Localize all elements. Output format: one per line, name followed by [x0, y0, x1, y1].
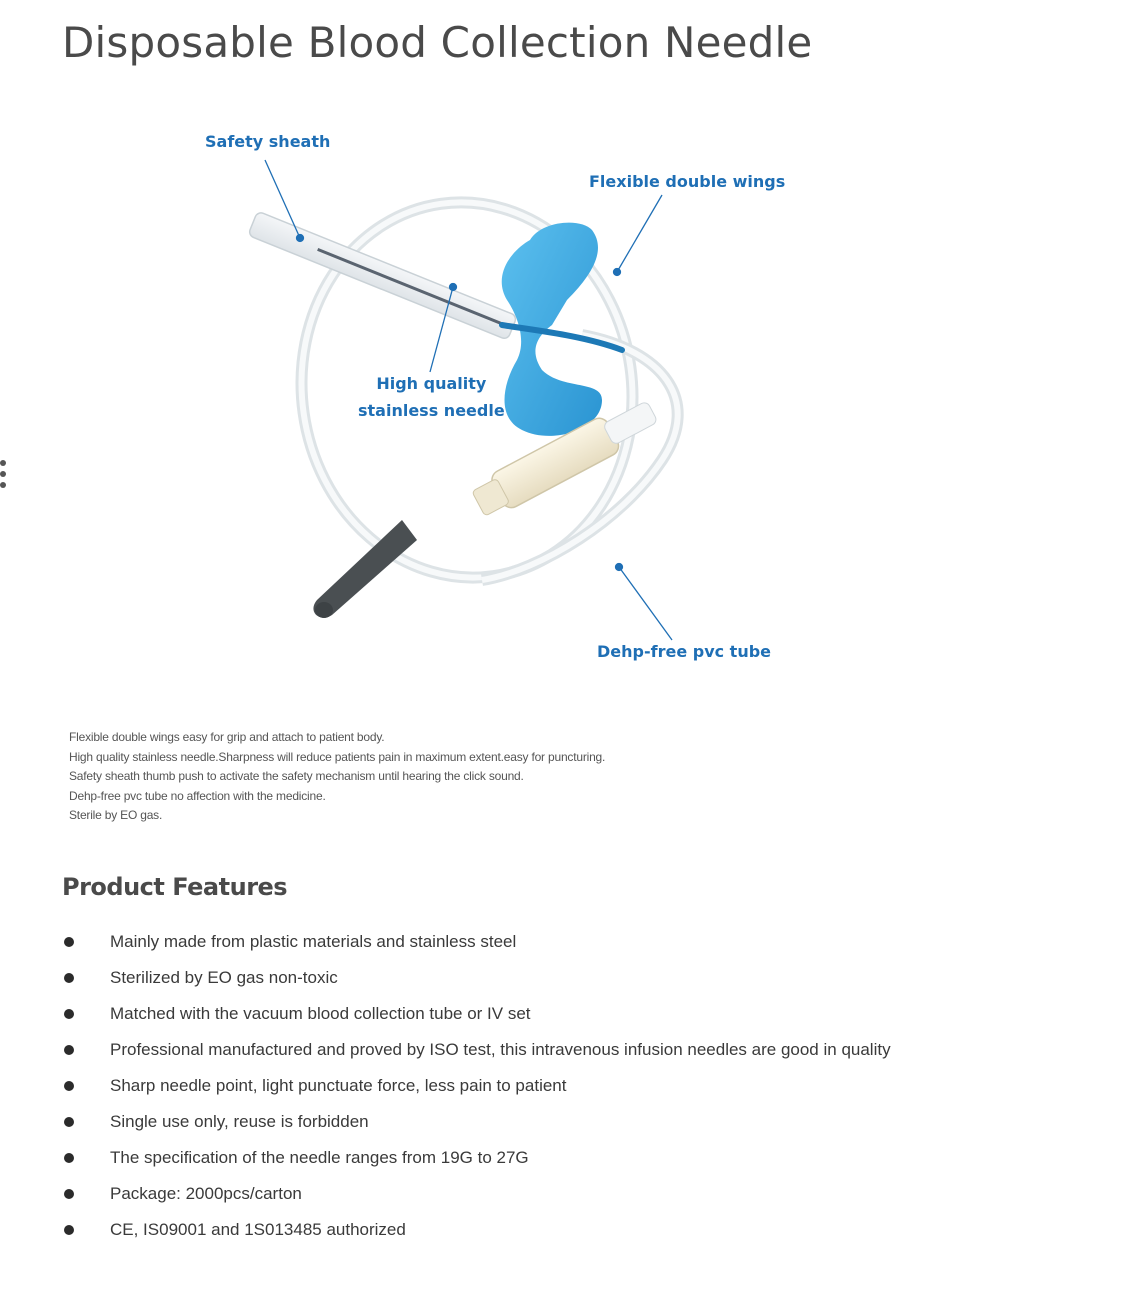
feature-text: Sharp needle point, light punctuate force, less pain to patient [110, 1076, 567, 1095]
more-options-icon[interactable] [0, 460, 8, 493]
callout-needle-line2: stainless needle [358, 401, 505, 420]
features-list [62, 924, 891, 1248]
feature-item [62, 1068, 891, 1104]
product-figure [62, 100, 822, 700]
bullet-icon [64, 1117, 74, 1127]
page-title: Disposable Blood Collection Needle [62, 18, 813, 67]
description-line: Dehp-free pvc tube no affection with the medicine. [69, 788, 326, 803]
features-heading: Product Features [62, 873, 288, 901]
bullet-icon [64, 1189, 74, 1199]
feature-item [62, 1140, 891, 1176]
feature-item [62, 924, 891, 960]
feature-text: Mainly made from plastic materials and stainless steel [110, 932, 517, 951]
feature-text: Single use only, reuse is forbidden [110, 1112, 369, 1131]
callout-pvc-tube: Dehp-free pvc tube [597, 642, 772, 661]
feature-item [62, 996, 891, 1032]
feature-text: CE, IS09001 and 1S013485 authorized [110, 1220, 406, 1239]
description-line: High quality stainless needle.Sharpness will reduce patients pain in maximum extent.easy for puncturing. [69, 749, 606, 764]
callout-stainless-needle [358, 370, 505, 424]
description-line: Safety sheath thumb push to activate the safety mechanism until hearing the click sound. [69, 769, 524, 783]
callout-flexible-wings: Flexible double wings [589, 172, 786, 191]
callout-needle-line1: High quality [376, 374, 487, 393]
feature-text: Matched with the vacuum blood collection tube or IV set [110, 1004, 531, 1023]
description-line: Sterile by EO gas. [69, 808, 163, 822]
callout-safety-sheath: Safety sheath [205, 132, 331, 151]
bullet-icon [64, 1153, 74, 1163]
butterfly-wings [502, 223, 622, 436]
product-description [69, 728, 769, 826]
bullet-icon [64, 937, 74, 947]
feature-item [62, 1212, 891, 1248]
feature-item [62, 1032, 891, 1068]
feature-item [62, 1104, 891, 1140]
feature-text: Package: 2000pcs/carton [110, 1184, 302, 1203]
feature-text: The specification of the needle ranges from 19G to 27G [110, 1148, 529, 1167]
feature-text: Professional manufactured and proved by ISO test, this intravenous infusion needles are good in quality [110, 1040, 891, 1059]
bullet-icon [64, 973, 74, 983]
bullet-icon [64, 1045, 74, 1055]
bullet-icon [64, 1225, 74, 1235]
feature-item [62, 960, 891, 996]
feature-item [62, 1176, 891, 1212]
feature-text: Sterilized by EO gas non-toxic [110, 968, 338, 987]
bullet-icon [64, 1081, 74, 1091]
description-line: Flexible double wings easy for grip and attach to patient body. [69, 730, 385, 744]
bullet-icon [64, 1009, 74, 1019]
